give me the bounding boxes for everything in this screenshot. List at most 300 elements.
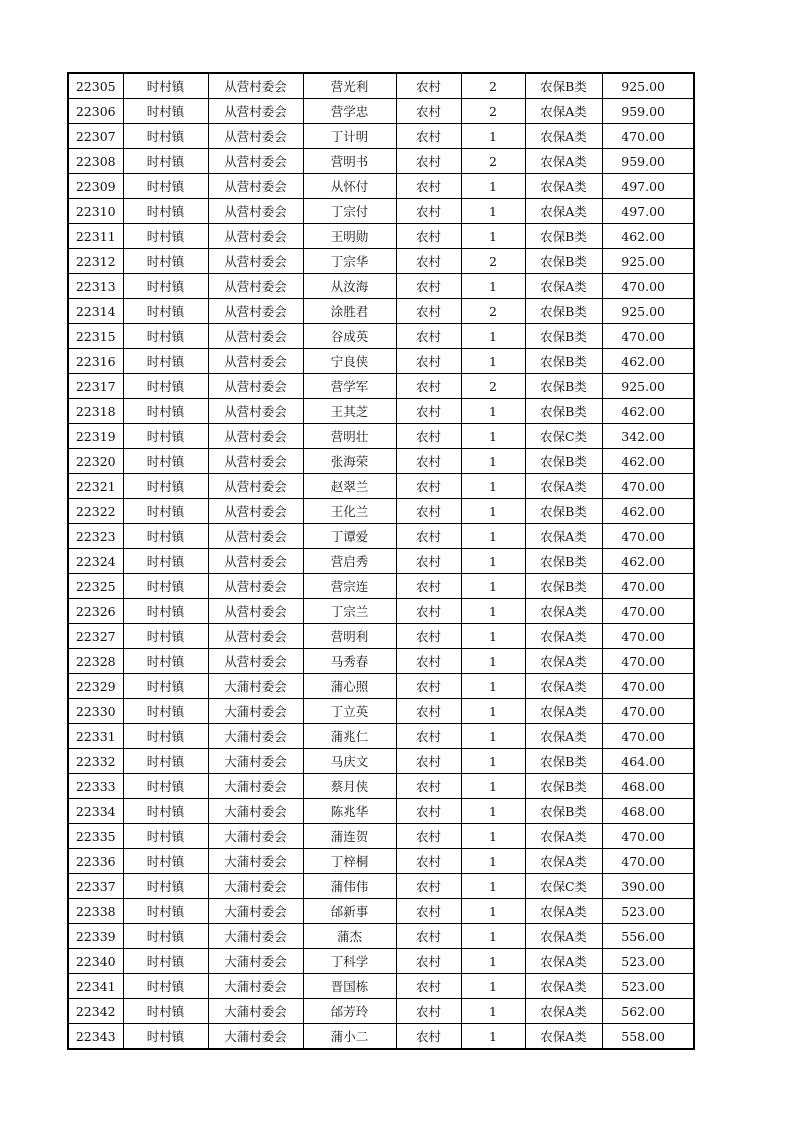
town-cell: 时村镇 bbox=[123, 824, 208, 849]
type-cell: 农村 bbox=[396, 174, 461, 199]
count-cell: 1 bbox=[461, 949, 525, 974]
category-cell: 农保A类 bbox=[525, 124, 602, 149]
village-cell: 从营村委会 bbox=[208, 649, 303, 674]
table-row bbox=[68, 224, 694, 249]
table-row bbox=[68, 549, 694, 574]
table-row bbox=[68, 99, 694, 124]
category-cell: 农保B类 bbox=[525, 374, 602, 399]
category-cell: 农保A类 bbox=[525, 849, 602, 874]
name-cell: 王化兰 bbox=[303, 499, 396, 524]
village-cell: 大蒲村委会 bbox=[208, 724, 303, 749]
name-cell: 丁宗华 bbox=[303, 249, 396, 274]
count-cell: 1 bbox=[461, 599, 525, 624]
name-cell: 营光利 bbox=[303, 73, 396, 99]
table-row bbox=[68, 924, 694, 949]
count-cell: 2 bbox=[461, 149, 525, 174]
village-cell: 大蒲村委会 bbox=[208, 849, 303, 874]
table-row bbox=[68, 1024, 694, 1050]
count-cell: 1 bbox=[461, 349, 525, 374]
table-row bbox=[68, 474, 694, 499]
amount-cell: 523.00 bbox=[602, 949, 694, 974]
village-cell: 从营村委会 bbox=[208, 524, 303, 549]
name-cell: 王其芝 bbox=[303, 399, 396, 424]
village-cell: 大蒲村委会 bbox=[208, 974, 303, 999]
table-row bbox=[68, 999, 694, 1024]
type-cell: 农村 bbox=[396, 799, 461, 824]
table-row bbox=[68, 824, 694, 849]
amount-cell: 470.00 bbox=[602, 649, 694, 674]
category-cell: 农保A类 bbox=[525, 724, 602, 749]
name-cell: 蒲兆仁 bbox=[303, 724, 396, 749]
type-cell: 农村 bbox=[396, 974, 461, 999]
name-cell: 蒲小二 bbox=[303, 1024, 396, 1050]
type-cell: 农村 bbox=[396, 899, 461, 924]
town-cell: 时村镇 bbox=[123, 624, 208, 649]
village-cell: 从营村委会 bbox=[208, 574, 303, 599]
row-id-cell: 22343 bbox=[68, 1024, 123, 1050]
name-cell: 营明书 bbox=[303, 149, 396, 174]
type-cell: 农村 bbox=[396, 374, 461, 399]
type-cell: 农村 bbox=[396, 274, 461, 299]
town-cell: 时村镇 bbox=[123, 424, 208, 449]
type-cell: 农村 bbox=[396, 399, 461, 424]
town-cell: 时村镇 bbox=[123, 1024, 208, 1050]
name-cell: 丁宗兰 bbox=[303, 599, 396, 624]
table-row bbox=[68, 524, 694, 549]
row-id-cell: 22309 bbox=[68, 174, 123, 199]
type-cell: 农村 bbox=[396, 73, 461, 99]
village-cell: 从营村委会 bbox=[208, 424, 303, 449]
row-id-cell: 22327 bbox=[68, 624, 123, 649]
name-cell: 营明利 bbox=[303, 624, 396, 649]
town-cell: 时村镇 bbox=[123, 574, 208, 599]
table-row bbox=[68, 624, 694, 649]
type-cell: 农村 bbox=[396, 474, 461, 499]
row-id-cell: 22341 bbox=[68, 974, 123, 999]
row-id-cell: 22319 bbox=[68, 424, 123, 449]
amount-cell: 470.00 bbox=[602, 599, 694, 624]
name-cell: 晋国栋 bbox=[303, 974, 396, 999]
table-row bbox=[68, 399, 694, 424]
count-cell: 1 bbox=[461, 549, 525, 574]
town-cell: 时村镇 bbox=[123, 499, 208, 524]
row-id-cell: 22311 bbox=[68, 224, 123, 249]
row-id-cell: 22323 bbox=[68, 524, 123, 549]
town-cell: 时村镇 bbox=[123, 699, 208, 724]
amount-cell: 342.00 bbox=[602, 424, 694, 449]
amount-cell: 390.00 bbox=[602, 874, 694, 899]
row-id-cell: 22315 bbox=[68, 324, 123, 349]
town-cell: 时村镇 bbox=[123, 449, 208, 474]
table-row bbox=[68, 249, 694, 274]
name-cell: 王明勋 bbox=[303, 224, 396, 249]
row-id-cell: 22334 bbox=[68, 799, 123, 824]
town-cell: 时村镇 bbox=[123, 649, 208, 674]
row-id-cell: 22340 bbox=[68, 949, 123, 974]
town-cell: 时村镇 bbox=[123, 324, 208, 349]
name-cell: 蒲连贺 bbox=[303, 824, 396, 849]
category-cell: 农保B类 bbox=[525, 324, 602, 349]
category-cell: 农保A类 bbox=[525, 899, 602, 924]
type-cell: 农村 bbox=[396, 499, 461, 524]
type-cell: 农村 bbox=[396, 574, 461, 599]
village-cell: 从营村委会 bbox=[208, 299, 303, 324]
amount-cell: 497.00 bbox=[602, 199, 694, 224]
amount-cell: 470.00 bbox=[602, 699, 694, 724]
type-cell: 农村 bbox=[396, 224, 461, 249]
type-cell: 农村 bbox=[396, 449, 461, 474]
village-cell: 从营村委会 bbox=[208, 149, 303, 174]
name-cell: 营学军 bbox=[303, 374, 396, 399]
village-cell: 从营村委会 bbox=[208, 174, 303, 199]
town-cell: 时村镇 bbox=[123, 399, 208, 424]
name-cell: 营明壮 bbox=[303, 424, 396, 449]
count-cell: 2 bbox=[461, 299, 525, 324]
town-cell: 时村镇 bbox=[123, 124, 208, 149]
amount-cell: 462.00 bbox=[602, 549, 694, 574]
town-cell: 时村镇 bbox=[123, 599, 208, 624]
amount-cell: 925.00 bbox=[602, 299, 694, 324]
type-cell: 农村 bbox=[396, 999, 461, 1024]
village-cell: 从营村委会 bbox=[208, 624, 303, 649]
amount-cell: 925.00 bbox=[602, 73, 694, 99]
village-cell: 从营村委会 bbox=[208, 449, 303, 474]
type-cell: 农村 bbox=[396, 874, 461, 899]
row-id-cell: 22329 bbox=[68, 674, 123, 699]
type-cell: 农村 bbox=[396, 949, 461, 974]
town-cell: 时村镇 bbox=[123, 999, 208, 1024]
amount-cell: 925.00 bbox=[602, 374, 694, 399]
table-row bbox=[68, 899, 694, 924]
town-cell: 时村镇 bbox=[123, 899, 208, 924]
data-table bbox=[67, 72, 695, 1050]
village-cell: 大蒲村委会 bbox=[208, 924, 303, 949]
table-row bbox=[68, 149, 694, 174]
table-row bbox=[68, 124, 694, 149]
amount-cell: 468.00 bbox=[602, 799, 694, 824]
town-cell: 时村镇 bbox=[123, 249, 208, 274]
table-body bbox=[68, 73, 694, 1049]
amount-cell: 470.00 bbox=[602, 674, 694, 699]
village-cell: 从营村委会 bbox=[208, 499, 303, 524]
town-cell: 时村镇 bbox=[123, 349, 208, 374]
row-id-cell: 22342 bbox=[68, 999, 123, 1024]
table-row bbox=[68, 73, 694, 99]
town-cell: 时村镇 bbox=[123, 149, 208, 174]
type-cell: 农村 bbox=[396, 349, 461, 374]
town-cell: 时村镇 bbox=[123, 299, 208, 324]
type-cell: 农村 bbox=[396, 924, 461, 949]
table-row bbox=[68, 774, 694, 799]
category-cell: 农保C类 bbox=[525, 424, 602, 449]
category-cell: 农保B类 bbox=[525, 749, 602, 774]
amount-cell: 959.00 bbox=[602, 99, 694, 124]
name-cell: 丁梓桐 bbox=[303, 849, 396, 874]
count-cell: 1 bbox=[461, 624, 525, 649]
name-cell: 赵翠兰 bbox=[303, 474, 396, 499]
count-cell: 1 bbox=[461, 324, 525, 349]
row-id-cell: 22338 bbox=[68, 899, 123, 924]
town-cell: 时村镇 bbox=[123, 174, 208, 199]
type-cell: 农村 bbox=[396, 424, 461, 449]
amount-cell: 462.00 bbox=[602, 499, 694, 524]
category-cell: 农保B类 bbox=[525, 499, 602, 524]
village-cell: 从营村委会 bbox=[208, 124, 303, 149]
row-id-cell: 22336 bbox=[68, 849, 123, 874]
village-cell: 大蒲村委会 bbox=[208, 699, 303, 724]
type-cell: 农村 bbox=[396, 549, 461, 574]
village-cell: 大蒲村委会 bbox=[208, 774, 303, 799]
category-cell: 农保A类 bbox=[525, 174, 602, 199]
row-id-cell: 22320 bbox=[68, 449, 123, 474]
row-id-cell: 22313 bbox=[68, 274, 123, 299]
count-cell: 2 bbox=[461, 73, 525, 99]
type-cell: 农村 bbox=[396, 324, 461, 349]
type-cell: 农村 bbox=[396, 1024, 461, 1050]
amount-cell: 470.00 bbox=[602, 624, 694, 649]
category-cell: 农保A类 bbox=[525, 974, 602, 999]
village-cell: 从营村委会 bbox=[208, 199, 303, 224]
name-cell: 丁宗付 bbox=[303, 199, 396, 224]
name-cell: 涂胜君 bbox=[303, 299, 396, 324]
category-cell: 农保A类 bbox=[525, 699, 602, 724]
table-row bbox=[68, 274, 694, 299]
table-row bbox=[68, 749, 694, 774]
town-cell: 时村镇 bbox=[123, 774, 208, 799]
table-row bbox=[68, 724, 694, 749]
village-cell: 大蒲村委会 bbox=[208, 999, 303, 1024]
table-row bbox=[68, 324, 694, 349]
category-cell: 农保A类 bbox=[525, 274, 602, 299]
name-cell: 邰芳玲 bbox=[303, 999, 396, 1024]
table-row bbox=[68, 649, 694, 674]
village-cell: 大蒲村委会 bbox=[208, 749, 303, 774]
amount-cell: 497.00 bbox=[602, 174, 694, 199]
row-id-cell: 22308 bbox=[68, 149, 123, 174]
village-cell: 从营村委会 bbox=[208, 374, 303, 399]
category-cell: 农保A类 bbox=[525, 524, 602, 549]
table-row bbox=[68, 199, 694, 224]
amount-cell: 462.00 bbox=[602, 449, 694, 474]
type-cell: 农村 bbox=[396, 124, 461, 149]
count-cell: 2 bbox=[461, 99, 525, 124]
category-cell: 农保A类 bbox=[525, 149, 602, 174]
count-cell: 1 bbox=[461, 474, 525, 499]
name-cell: 蒲心照 bbox=[303, 674, 396, 699]
category-cell: 农保B类 bbox=[525, 449, 602, 474]
count-cell: 1 bbox=[461, 799, 525, 824]
row-id-cell: 22333 bbox=[68, 774, 123, 799]
table-row bbox=[68, 799, 694, 824]
count-cell: 1 bbox=[461, 124, 525, 149]
table-row bbox=[68, 424, 694, 449]
amount-cell: 470.00 bbox=[602, 324, 694, 349]
type-cell: 农村 bbox=[396, 849, 461, 874]
name-cell: 马庆文 bbox=[303, 749, 396, 774]
village-cell: 从营村委会 bbox=[208, 249, 303, 274]
row-id-cell: 22316 bbox=[68, 349, 123, 374]
amount-cell: 462.00 bbox=[602, 224, 694, 249]
row-id-cell: 22307 bbox=[68, 124, 123, 149]
count-cell: 1 bbox=[461, 974, 525, 999]
category-cell: 农保A类 bbox=[525, 99, 602, 124]
village-cell: 从营村委会 bbox=[208, 274, 303, 299]
type-cell: 农村 bbox=[396, 674, 461, 699]
category-cell: 农保A类 bbox=[525, 949, 602, 974]
table-row bbox=[68, 949, 694, 974]
type-cell: 农村 bbox=[396, 649, 461, 674]
count-cell: 1 bbox=[461, 499, 525, 524]
row-id-cell: 22335 bbox=[68, 824, 123, 849]
name-cell: 谷成英 bbox=[303, 324, 396, 349]
town-cell: 时村镇 bbox=[123, 974, 208, 999]
table-row bbox=[68, 374, 694, 399]
row-id-cell: 22312 bbox=[68, 249, 123, 274]
town-cell: 时村镇 bbox=[123, 874, 208, 899]
count-cell: 1 bbox=[461, 699, 525, 724]
name-cell: 营学忠 bbox=[303, 99, 396, 124]
category-cell: 农保B类 bbox=[525, 299, 602, 324]
amount-cell: 470.00 bbox=[602, 124, 694, 149]
count-cell: 1 bbox=[461, 274, 525, 299]
table-row bbox=[68, 449, 694, 474]
count-cell: 2 bbox=[461, 249, 525, 274]
village-cell: 从营村委会 bbox=[208, 224, 303, 249]
category-cell: 农保B类 bbox=[525, 774, 602, 799]
amount-cell: 464.00 bbox=[602, 749, 694, 774]
town-cell: 时村镇 bbox=[123, 799, 208, 824]
type-cell: 农村 bbox=[396, 524, 461, 549]
type-cell: 农村 bbox=[396, 749, 461, 774]
table-row bbox=[68, 174, 694, 199]
count-cell: 1 bbox=[461, 399, 525, 424]
table-row bbox=[68, 499, 694, 524]
table-row bbox=[68, 349, 694, 374]
row-id-cell: 22332 bbox=[68, 749, 123, 774]
row-id-cell: 22324 bbox=[68, 549, 123, 574]
row-id-cell: 22317 bbox=[68, 374, 123, 399]
category-cell: 农保A类 bbox=[525, 649, 602, 674]
row-id-cell: 22314 bbox=[68, 299, 123, 324]
count-cell: 1 bbox=[461, 1024, 525, 1050]
table-row bbox=[68, 874, 694, 899]
town-cell: 时村镇 bbox=[123, 549, 208, 574]
amount-cell: 556.00 bbox=[602, 924, 694, 949]
village-cell: 大蒲村委会 bbox=[208, 1024, 303, 1050]
row-id-cell: 22318 bbox=[68, 399, 123, 424]
type-cell: 农村 bbox=[396, 99, 461, 124]
town-cell: 时村镇 bbox=[123, 73, 208, 99]
amount-cell: 959.00 bbox=[602, 149, 694, 174]
village-cell: 从营村委会 bbox=[208, 599, 303, 624]
village-cell: 从营村委会 bbox=[208, 99, 303, 124]
amount-cell: 468.00 bbox=[602, 774, 694, 799]
name-cell: 丁谭爱 bbox=[303, 524, 396, 549]
row-id-cell: 22330 bbox=[68, 699, 123, 724]
village-cell: 大蒲村委会 bbox=[208, 874, 303, 899]
amount-cell: 470.00 bbox=[602, 524, 694, 549]
amount-cell: 925.00 bbox=[602, 249, 694, 274]
row-id-cell: 22321 bbox=[68, 474, 123, 499]
village-cell: 大蒲村委会 bbox=[208, 899, 303, 924]
town-cell: 时村镇 bbox=[123, 924, 208, 949]
category-cell: 农保A类 bbox=[525, 924, 602, 949]
name-cell: 从怀付 bbox=[303, 174, 396, 199]
village-cell: 从营村委会 bbox=[208, 474, 303, 499]
category-cell: 农保B类 bbox=[525, 73, 602, 99]
category-cell: 农保A类 bbox=[525, 599, 602, 624]
town-cell: 时村镇 bbox=[123, 99, 208, 124]
row-id-cell: 22337 bbox=[68, 874, 123, 899]
amount-cell: 470.00 bbox=[602, 724, 694, 749]
category-cell: 农保A类 bbox=[525, 474, 602, 499]
name-cell: 宁良侠 bbox=[303, 349, 396, 374]
row-id-cell: 22306 bbox=[68, 99, 123, 124]
amount-cell: 462.00 bbox=[602, 399, 694, 424]
village-cell: 从营村委会 bbox=[208, 73, 303, 99]
category-cell: 农保A类 bbox=[525, 1024, 602, 1050]
category-cell: 农保A类 bbox=[525, 999, 602, 1024]
name-cell: 蒲杰 bbox=[303, 924, 396, 949]
village-cell: 从营村委会 bbox=[208, 399, 303, 424]
row-id-cell: 22310 bbox=[68, 199, 123, 224]
row-id-cell: 22322 bbox=[68, 499, 123, 524]
category-cell: 农保B类 bbox=[525, 549, 602, 574]
count-cell: 1 bbox=[461, 774, 525, 799]
name-cell: 邰新事 bbox=[303, 899, 396, 924]
row-id-cell: 22326 bbox=[68, 599, 123, 624]
type-cell: 农村 bbox=[396, 599, 461, 624]
table-row bbox=[68, 574, 694, 599]
category-cell: 农保A类 bbox=[525, 824, 602, 849]
category-cell: 农保A类 bbox=[525, 624, 602, 649]
town-cell: 时村镇 bbox=[123, 849, 208, 874]
amount-cell: 470.00 bbox=[602, 824, 694, 849]
town-cell: 时村镇 bbox=[123, 949, 208, 974]
amount-cell: 562.00 bbox=[602, 999, 694, 1024]
town-cell: 时村镇 bbox=[123, 374, 208, 399]
town-cell: 时村镇 bbox=[123, 199, 208, 224]
count-cell: 1 bbox=[461, 874, 525, 899]
name-cell: 陈兆华 bbox=[303, 799, 396, 824]
count-cell: 1 bbox=[461, 174, 525, 199]
table-row bbox=[68, 849, 694, 874]
count-cell: 1 bbox=[461, 824, 525, 849]
village-cell: 从营村委会 bbox=[208, 549, 303, 574]
table-row bbox=[68, 599, 694, 624]
town-cell: 时村镇 bbox=[123, 724, 208, 749]
row-id-cell: 22331 bbox=[68, 724, 123, 749]
category-cell: 农保A类 bbox=[525, 674, 602, 699]
amount-cell: 470.00 bbox=[602, 849, 694, 874]
town-cell: 时村镇 bbox=[123, 524, 208, 549]
type-cell: 农村 bbox=[396, 249, 461, 274]
type-cell: 农村 bbox=[396, 724, 461, 749]
town-cell: 时村镇 bbox=[123, 474, 208, 499]
row-id-cell: 22328 bbox=[68, 649, 123, 674]
count-cell: 1 bbox=[461, 674, 525, 699]
table-row bbox=[68, 299, 694, 324]
amount-cell: 470.00 bbox=[602, 474, 694, 499]
village-cell: 从营村委会 bbox=[208, 324, 303, 349]
amount-cell: 523.00 bbox=[602, 899, 694, 924]
amount-cell: 470.00 bbox=[602, 574, 694, 599]
name-cell: 丁立英 bbox=[303, 699, 396, 724]
name-cell: 丁科学 bbox=[303, 949, 396, 974]
category-cell: 农保C类 bbox=[525, 874, 602, 899]
table-row bbox=[68, 674, 694, 699]
count-cell: 1 bbox=[461, 899, 525, 924]
